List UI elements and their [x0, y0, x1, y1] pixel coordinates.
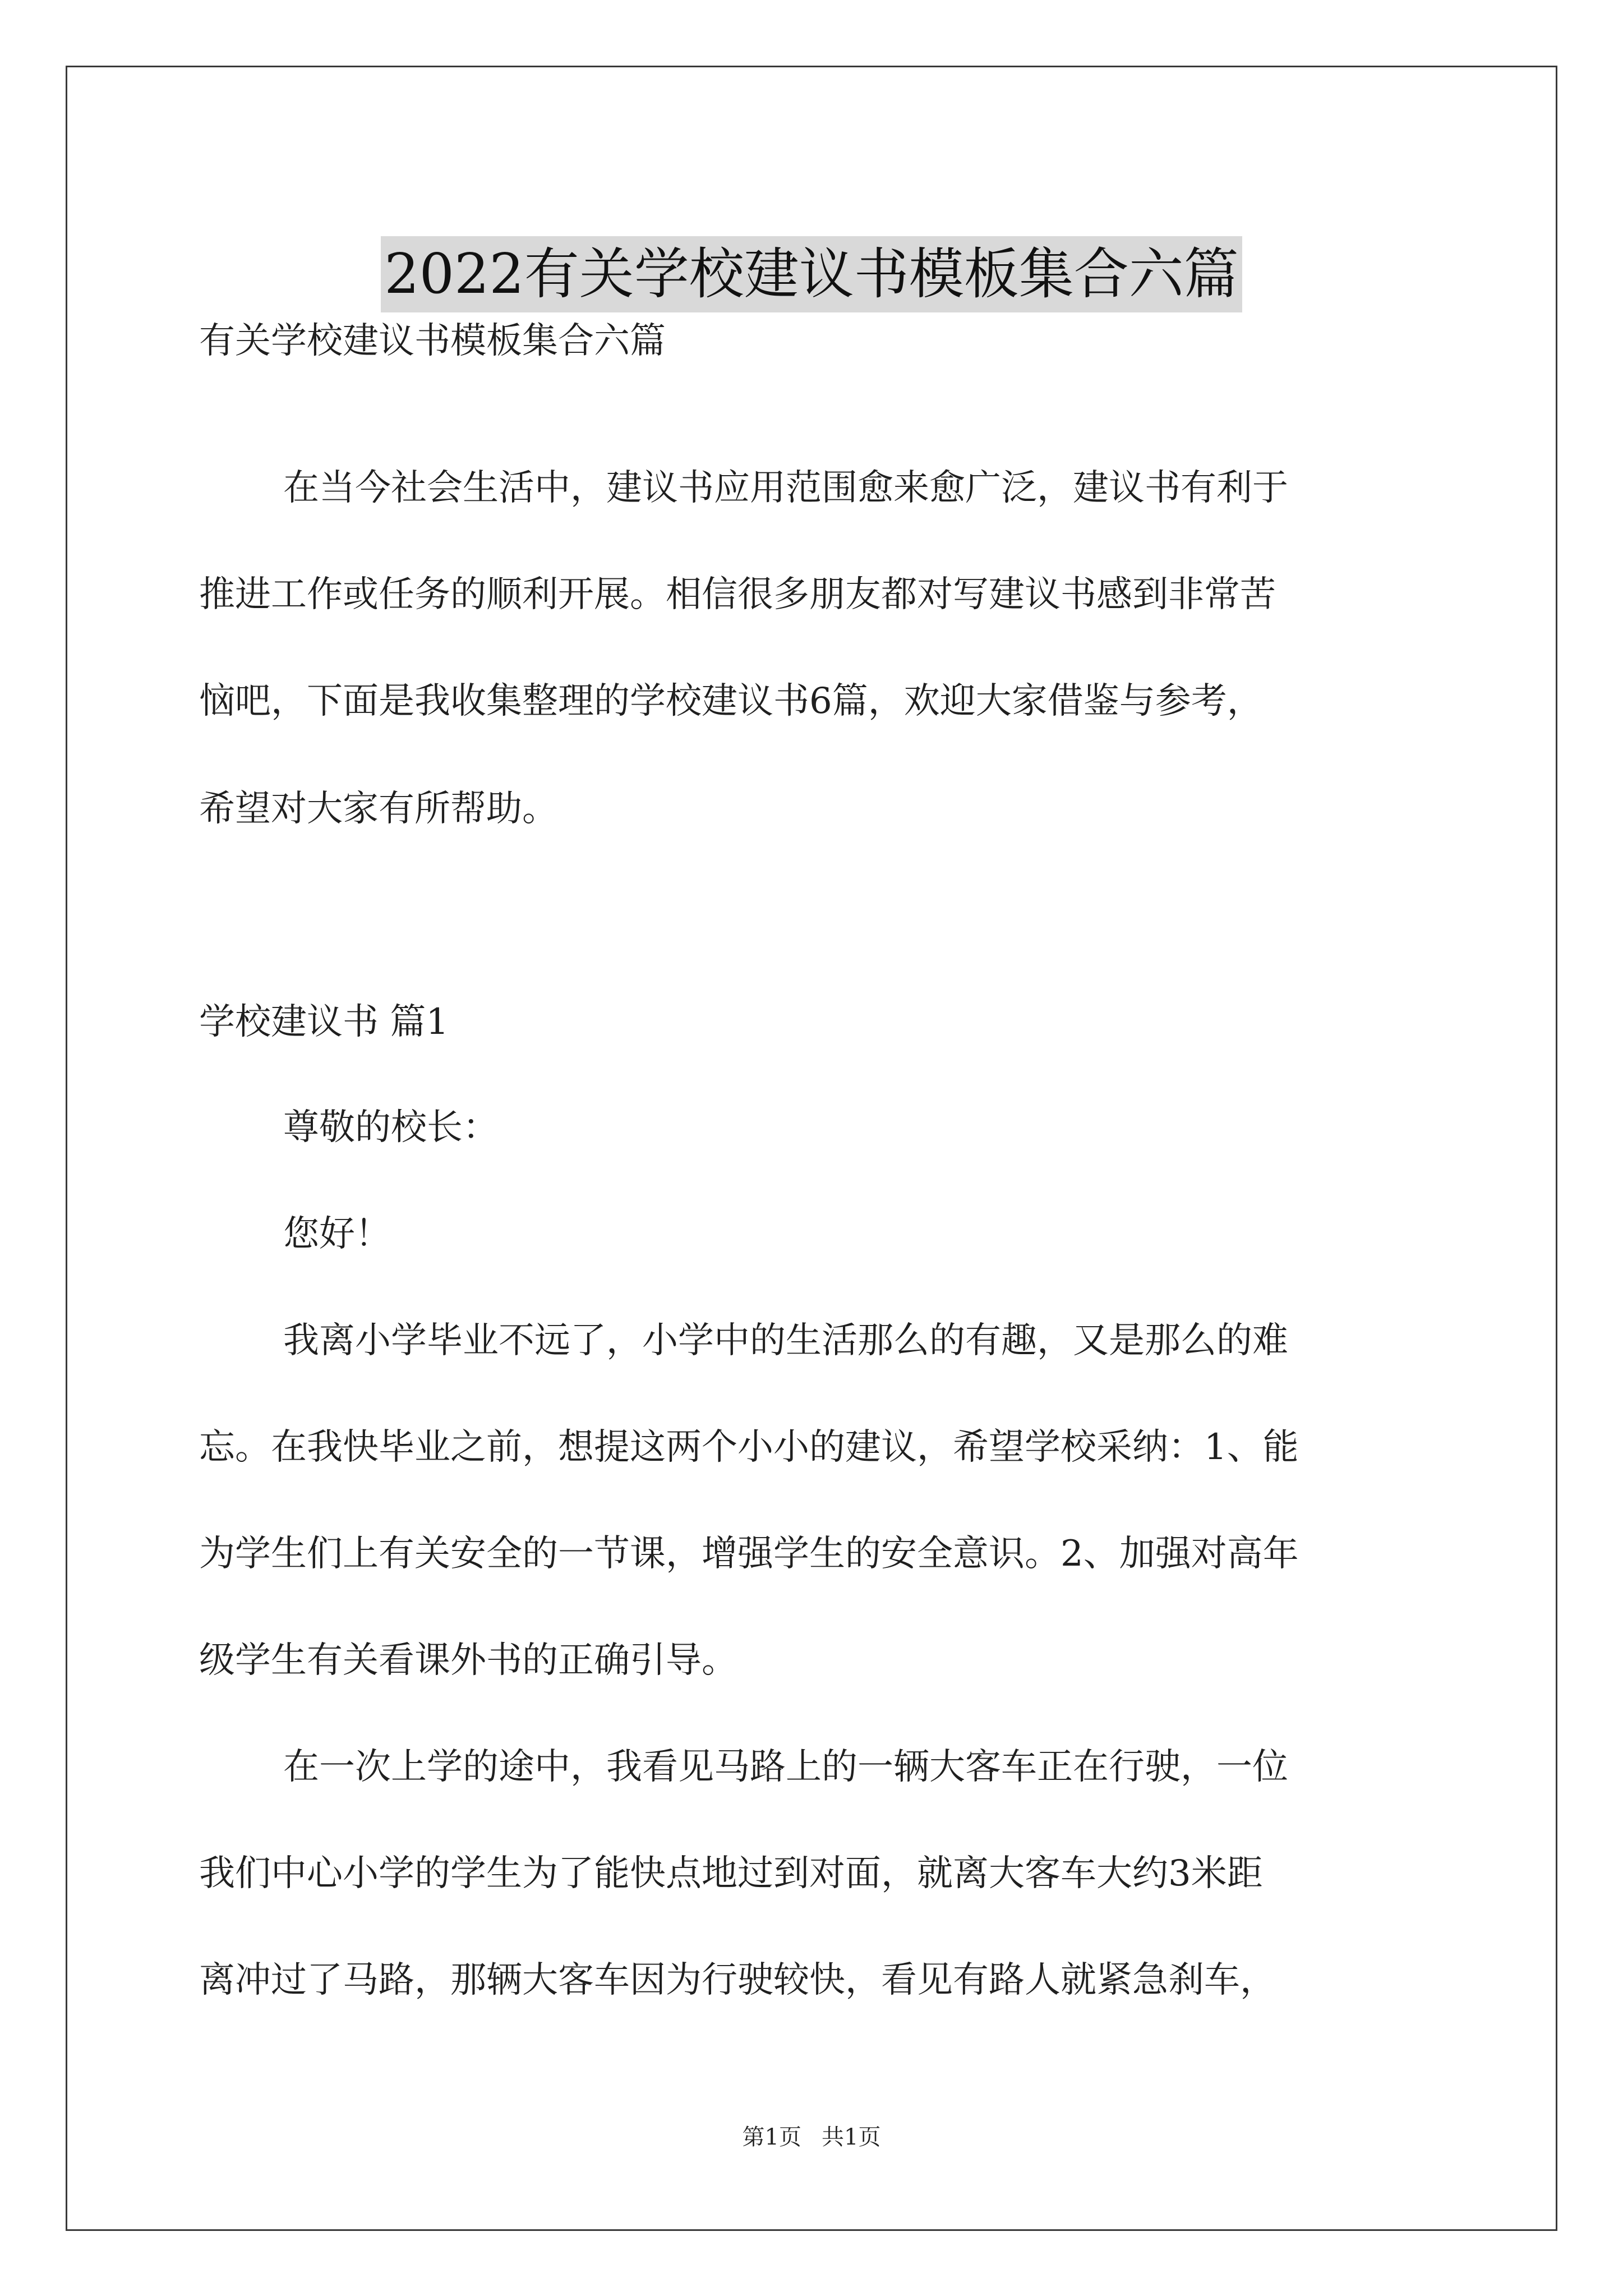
page-current: 第1页: [742, 2124, 801, 2150]
body-paragraph-line: 忘。在我快毕业之前，想提这两个小小的建议，希望学校采纳：1、能: [199, 1427, 1299, 1468]
intro-paragraph-line: 恼吧，下面是我收集整理的学校建议书6篇，欢迎大家借鉴与参考，: [199, 680, 1263, 722]
body-paragraph-line: 离冲过了马路，那辆大客车因为行驶较快，看见有路人就紧急刹车，: [199, 1959, 1276, 2001]
page-footer: [0, 2122, 1623, 2153]
greeting-line: 您好！: [283, 1213, 391, 1255]
body-paragraph-line: 级学生有关看课外书的正确引导。: [199, 1640, 737, 1681]
page-total: 共1页: [822, 2124, 881, 2150]
intro-paragraph-line: 希望对大家有所帮助。: [199, 788, 558, 830]
intro-paragraph-line: 在当今社会生活中，建议书应用范围愈来愈广泛，建议书有利于: [283, 467, 1288, 509]
intro-paragraph-line: 推进工作或任务的顺利开展。相信很多朋友都对写建议书感到非常苦: [199, 574, 1276, 615]
body-paragraph-line: 为学生们上有关安全的一节课，增强学生的安全意识。2、加强对高年: [199, 1533, 1299, 1575]
section-heading: 学校建议书 篇1: [199, 1001, 449, 1043]
body-paragraph-line: 我们中心小学的学生为了能快点地过到对面，就离大客车大约3米距: [199, 1853, 1263, 1894]
salutation-line: 尊敬的校长：: [283, 1107, 499, 1148]
document-title: 2022有关学校建议书模板集合六篇: [381, 236, 1242, 312]
subtitle-line: 有关学校建议书模板集合六篇: [199, 320, 666, 362]
body-paragraph-line: 在一次上学的途中，我看见马路上的一辆大客车正在行驶，一位: [283, 1746, 1288, 1788]
body-paragraph-line: 我离小学毕业不远了，小学中的生活那么的有趣，又是那么的难: [283, 1320, 1288, 1361]
